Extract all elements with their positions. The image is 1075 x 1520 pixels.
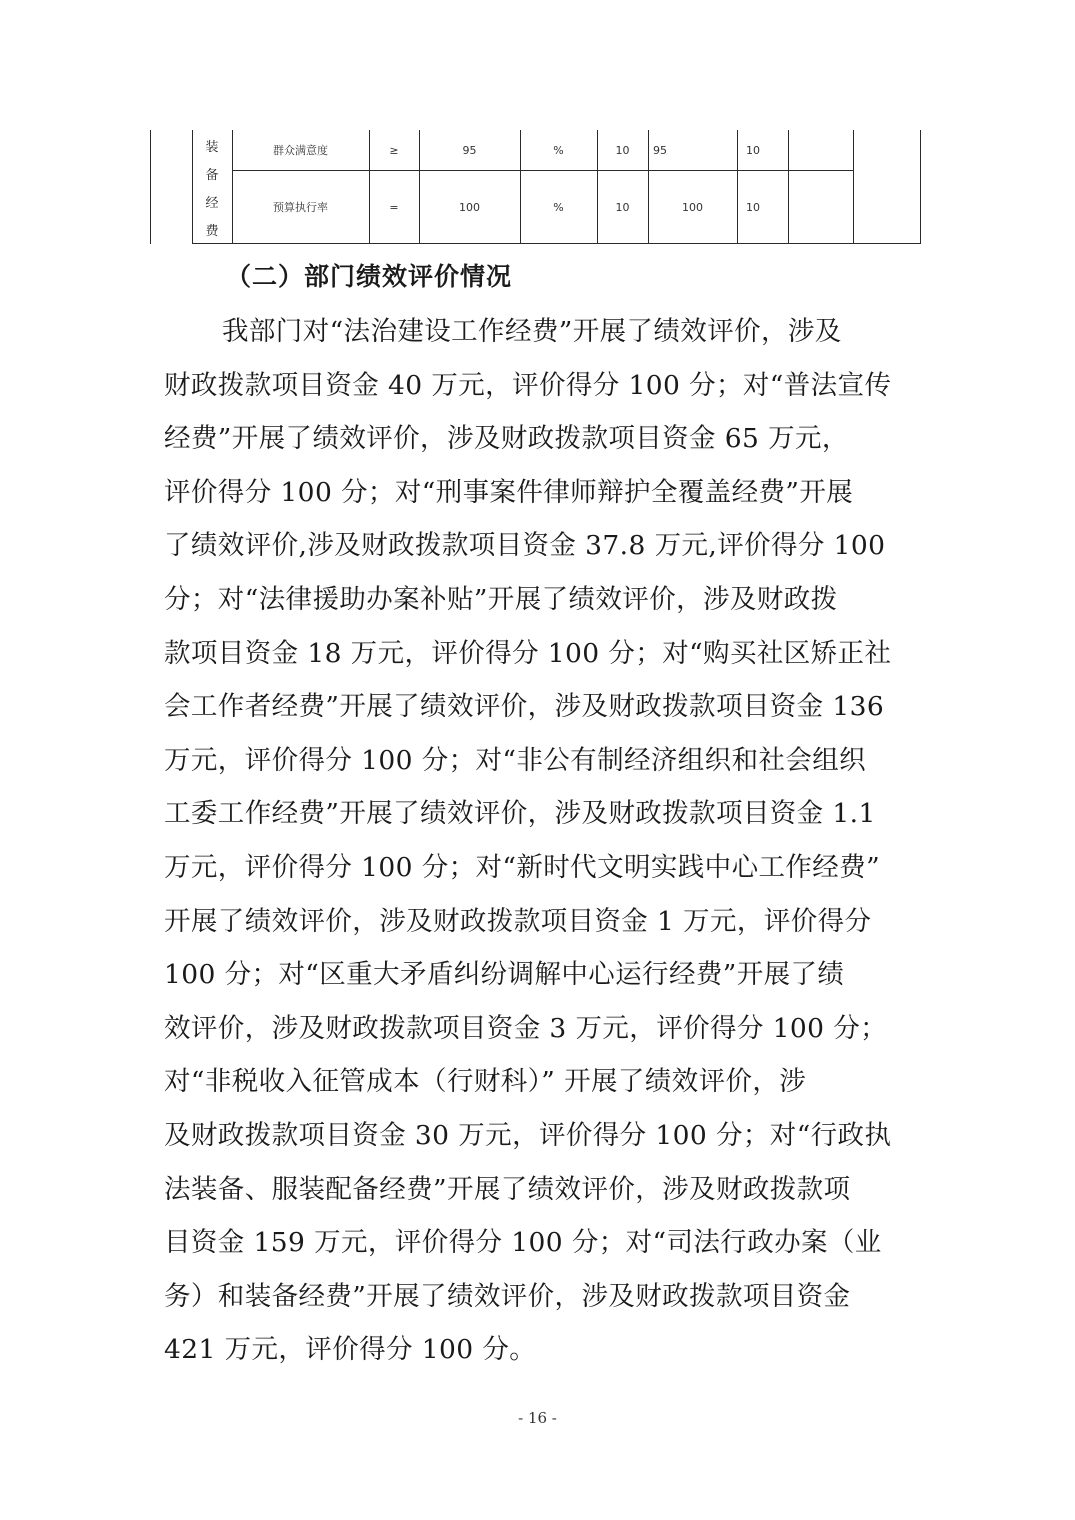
- table-divider: [192, 130, 193, 244]
- page-number: - 16 -: [518, 1409, 557, 1427]
- body-line: 我部门对“法治建设工作经费”开展了绩效评价，涉及: [222, 316, 842, 347]
- category-char: 费: [205, 224, 219, 239]
- table-divider: [788, 130, 789, 244]
- unit-cell: %: [553, 201, 564, 214]
- body-line: 款项目资金 18 万元，评价得分 100 分；对“购买社区矫正社: [164, 637, 892, 669]
- table-border-left: [150, 130, 151, 244]
- body-line: 100 分；对“区重大矛盾纠纷调解中心运行经费”开展了绩: [164, 959, 845, 991]
- body-line: 分；对“法律援助办案补贴”开展了绩效评价，涉及财政拨: [164, 583, 838, 615]
- actual-cell: 95: [653, 144, 667, 157]
- table-divider: [648, 130, 649, 244]
- target-cell: 100: [459, 201, 480, 214]
- unit-cell: %: [553, 144, 564, 157]
- indicator-cell: 群众满意度: [273, 144, 328, 157]
- body-line: 万元，评价得分 100 分；对“新时代文明实践中心工作经费”: [164, 851, 881, 883]
- operator-cell: ≥: [389, 144, 399, 157]
- body-line: 务）和装备经费”开展了绩效评价，涉及财政拨款项目资金: [164, 1280, 851, 1312]
- operator-cell: =: [389, 201, 399, 214]
- weight-cell: 10: [615, 201, 630, 214]
- indicator-cell: 预算执行率: [273, 201, 328, 214]
- target-cell: 95: [462, 144, 477, 157]
- body-line: 会工作者经费”开展了绩效评价，涉及财政拨款项目资金 136: [164, 691, 885, 723]
- actual-cell: 100: [682, 201, 703, 214]
- score-cell: 10: [746, 201, 760, 214]
- body-line: 对“非税收入征管成本（行财科）” 开展了绩效评价，涉: [164, 1066, 807, 1098]
- category-char: 经: [205, 196, 219, 211]
- category-char: 装: [205, 140, 219, 155]
- table-divider: [853, 130, 854, 244]
- body-line: 开展了绩效评价，涉及财政拨款项目资金 1 万元，评价得分: [164, 905, 872, 937]
- body-line: 421 万元，评价得分 100 分。: [164, 1334, 537, 1366]
- category-char: 备: [205, 168, 219, 183]
- body-line: 财政拨款项目资金 40 万元，评价得分 100 分；对“普法宣传: [164, 369, 892, 401]
- body-line: 万元，评价得分 100 分；对“非公有制经济组织和社会组织: [164, 744, 867, 776]
- table-row-divider: [232, 170, 854, 171]
- weight-cell: 10: [615, 144, 630, 157]
- score-cell: 10: [746, 144, 760, 157]
- body-line: 目资金 159 万元，评价得分 100 分；对“司法行政办案（业: [164, 1227, 882, 1259]
- body-line: 法装备、服装配备经费”开展了绩效评价，涉及财政拨款项: [164, 1173, 851, 1205]
- body-line: 经费”开展了绩效评价，涉及财政拨款项目资金 65 万元，: [164, 423, 849, 455]
- table-divider: [737, 130, 738, 244]
- body-paragraph: [164, 305, 916, 1377]
- body-line: 效评价，涉及财政拨款项目资金 3 万元，评价得分 100 分；: [164, 1012, 888, 1044]
- body-line: 及财政拨款项目资金 30 万元，评价得分 100 分；对“行政执: [164, 1119, 892, 1151]
- performance-table: [150, 130, 921, 244]
- body-line: 工委工作经费”开展了绩效评价，涉及财政拨款项目资金 1.1: [164, 798, 876, 830]
- table-border-right: [920, 130, 921, 244]
- section-heading: （二）部门绩效评价情况: [226, 262, 513, 291]
- table-border-bottom: [192, 243, 921, 244]
- body-line: 了绩效评价,涉及财政拨款项目资金 37.8 万元,评价得分 100: [164, 530, 886, 562]
- body-line: 评价得分 100 分；对“刑事案件律师辩护全覆盖经费”开展: [164, 476, 854, 508]
